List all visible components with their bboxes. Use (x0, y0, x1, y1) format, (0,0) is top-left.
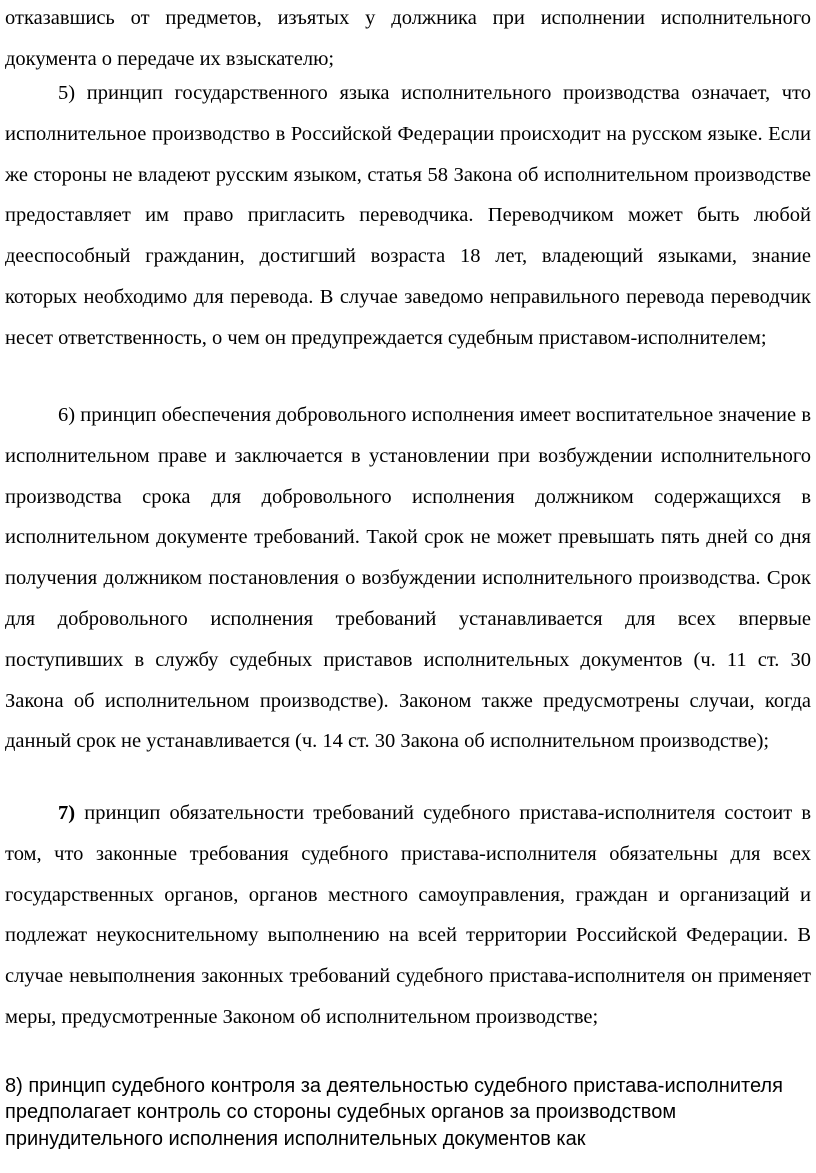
paragraph-principle-8-judicial-control: 8) принцип судебного контроля за деятельностью судебного пристава-исполнителя предполагает контроль со стороны судебных органов за производством принудительного исполнения исполнительных документов как (5, 1075, 783, 1150)
paragraph-principle-7-obligatory (5, 793, 811, 1038)
item-7-number: 7) (58, 802, 76, 824)
paragraph-principle-5-language: 5) принцип государственного языка исполнительного производства означает, что исполнительное производство в Российской Федерации происходит на русском языке. Если же стороны не владеют русским языком, статья 58 Закона об исполнительном производстве предоставляет им право пригласить переводчика. Переводчиком может быть любой дееспособный гражданин, достигший возраста 18 лет, владеющий языками, знание которых необходимо для перевода. В случае заведомо неправильного перевода переводчик несет ответственность, о чем он предупреждается судебным приставом-исполнителем; (5, 82, 811, 349)
paragraph-continuation: отказавшись от предметов, изъятых у должника при исполнении исполнительного документа о передаче их взыскателю; (5, 7, 811, 70)
item-7-text: принцип обязательности требований судебного пристава-исполнителя состоит в том, что законные требования судебного пристава-исполнителя обязательны для всех государственных органов, органов местного самоуправления, граждан и организаций и подлежат неукоснительному выполнению на всей территории Российской Федерации. В случае невыполнения законных требований судебного пристава-исполнителя он применяет меры, предусмотренные Законом об исполнительном производстве; (5, 802, 812, 1028)
paragraph-principle-6-voluntary: 6) принцип обеспечения добровольного исполнения имеет воспитательное значение в исполнительном праве и заключается в установлении при возбуждении исполнительного производства срока для добровольного исполнения должником содержащихся в исполнительном документе требований. Такой срок не может превышать пять дней со дня получения должником постановления о возбуждении исполнительного производства. Срок для добровольного исполнения требований устанавливается для всех впервые поступивших в службу судебных приставов исполнительных документов (ч. 11 ст. 30 Закона об исполнительном производстве). Законом также предусмотрены случаи, когда данный срок не устанавливается (ч. 14 ст. 30 Закона об исполнительном производстве); (5, 404, 811, 753)
